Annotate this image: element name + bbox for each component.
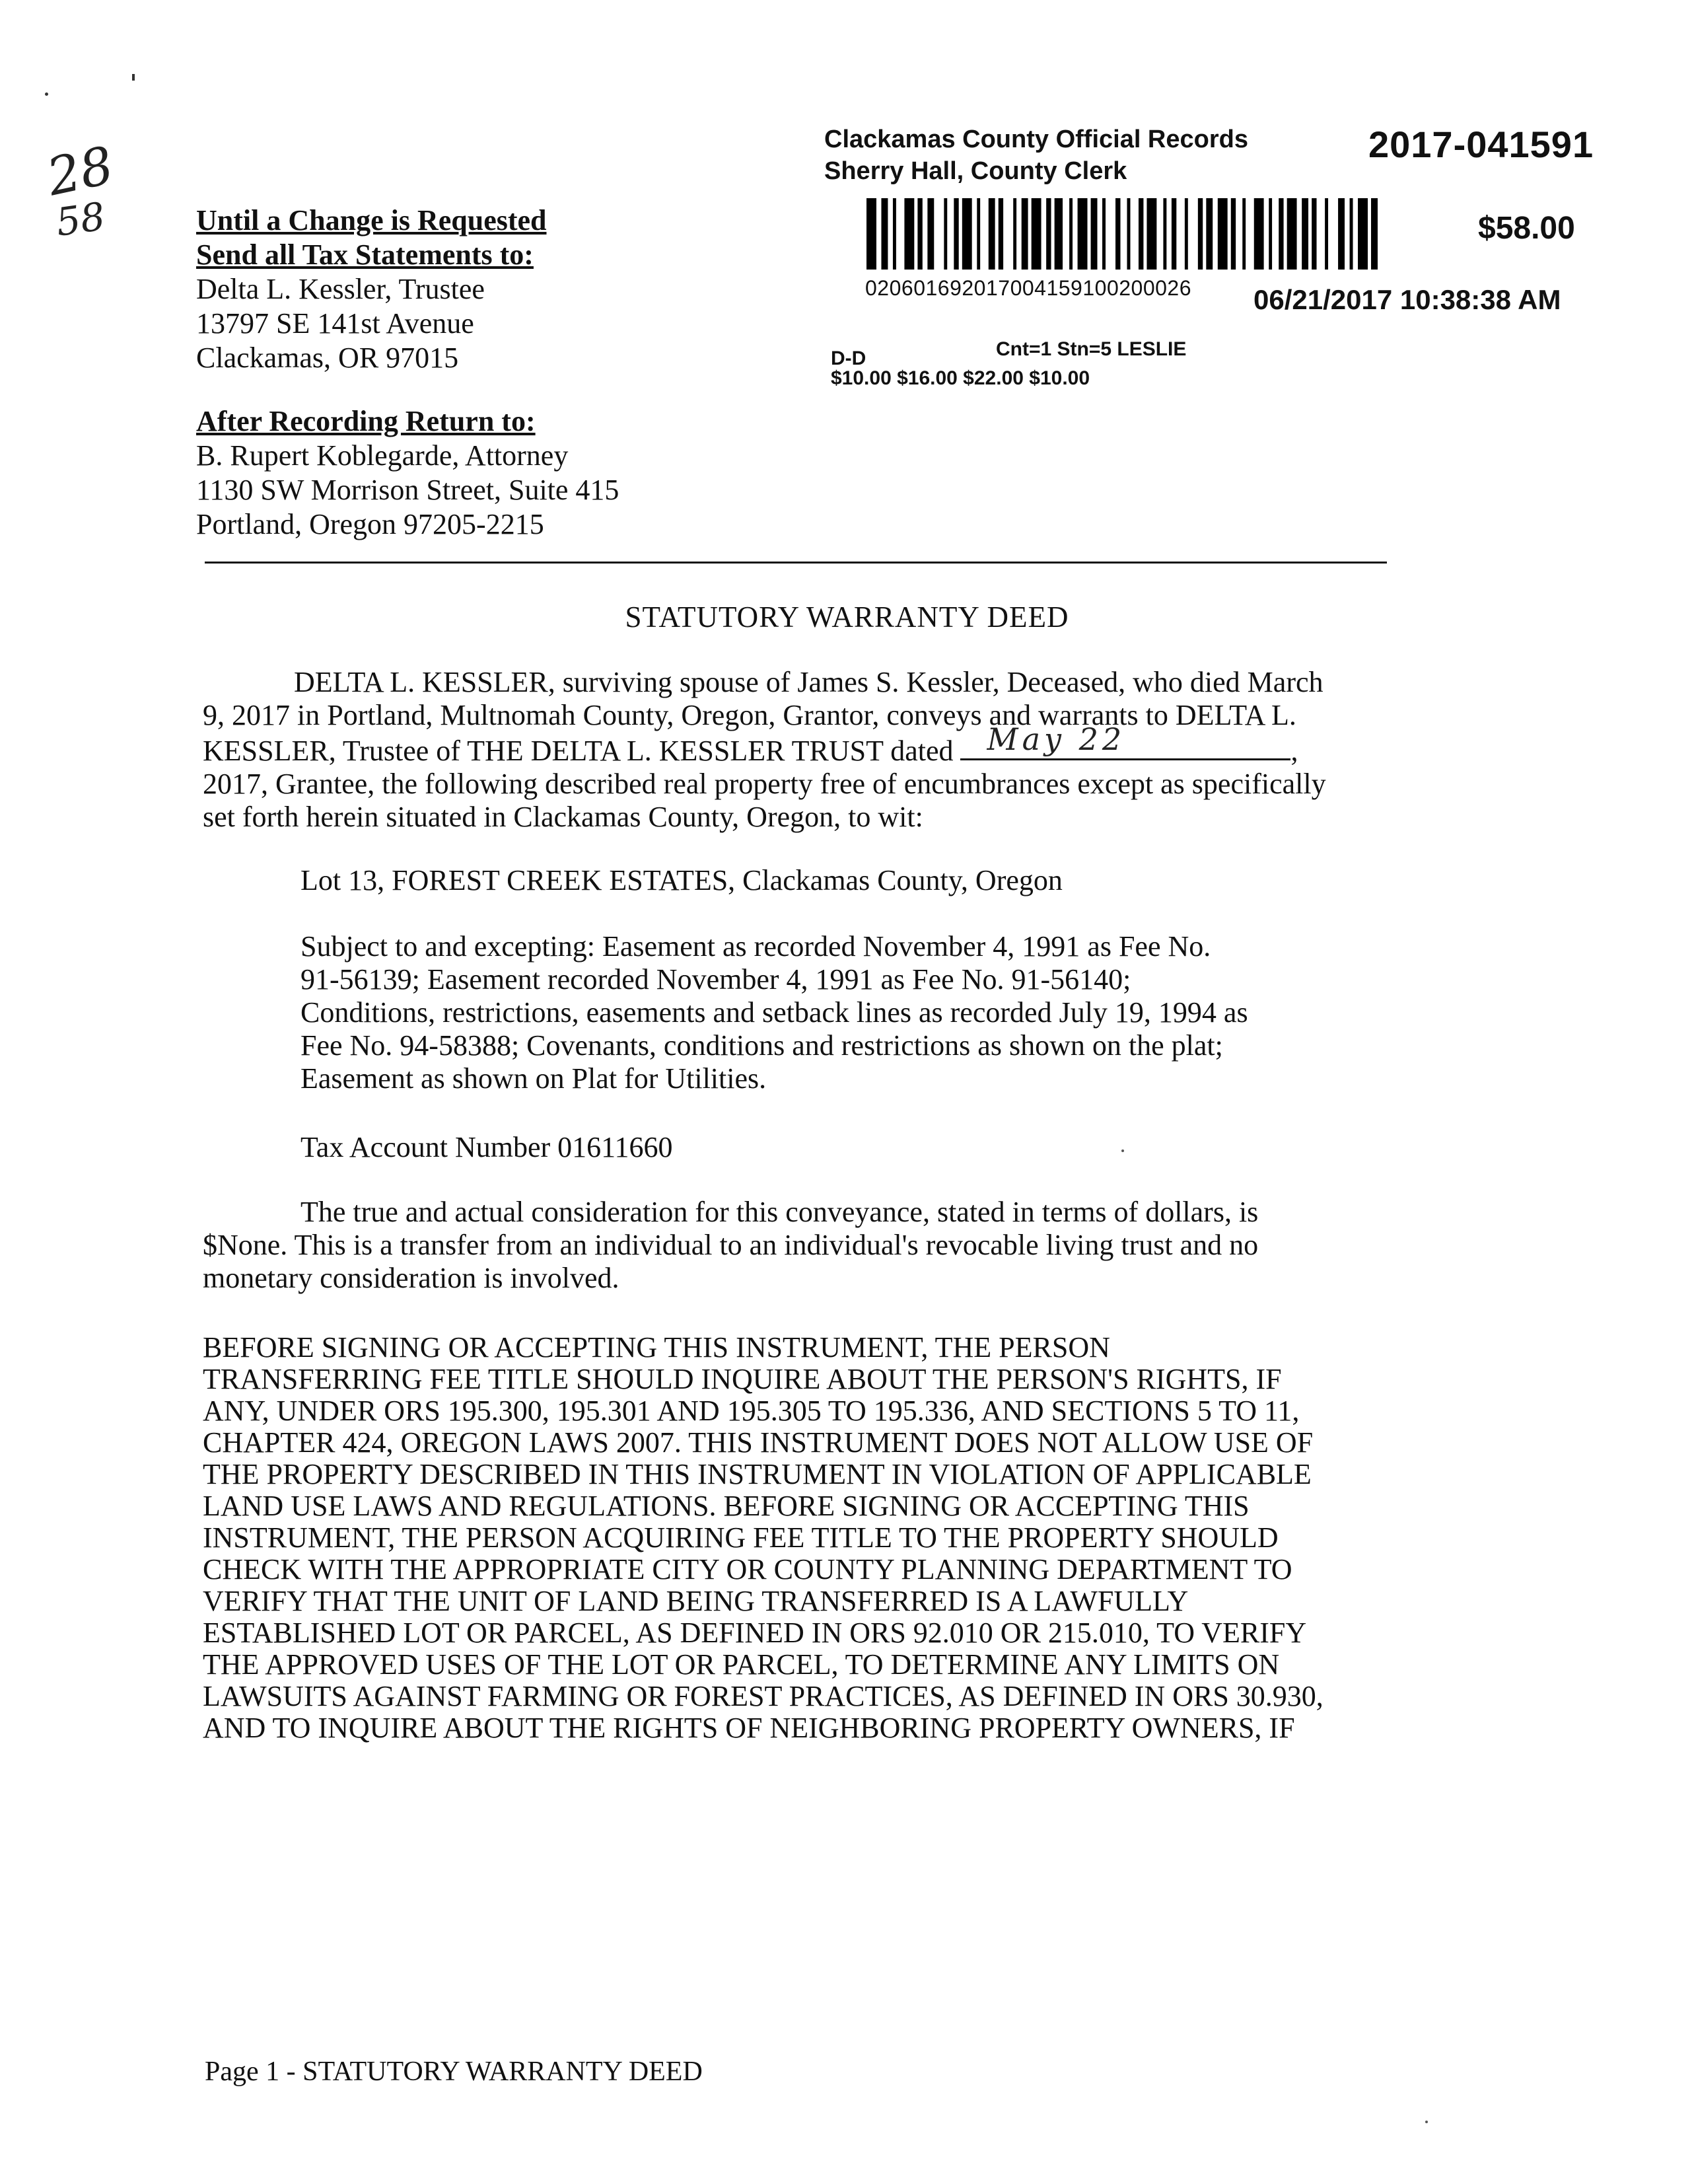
page-footer: Page 1 - STATUTORY WARRANTY DEED bbox=[205, 2057, 703, 2087]
notice-line: CHECK WITH THE APPROPRIATE CITY OR COUNTY PLANNING DEPARTMENT TO bbox=[203, 1553, 1292, 1585]
grant-line-2: 9, 2017 in Portland, Multnomah County, Oregon, Grantor, conveys and warrants to DELTA L. bbox=[203, 699, 1296, 731]
return-to-block bbox=[196, 404, 619, 542]
return-line-2: 1130 SW Morrison Street, Suite 415 bbox=[196, 474, 619, 506]
recording-office: Clackamas County Official Records bbox=[824, 126, 1248, 153]
grant-line-3-comma: , bbox=[1290, 735, 1298, 767]
fee-total: $58.00 bbox=[1478, 211, 1575, 246]
barcode-bar bbox=[1091, 198, 1098, 270]
barcode-bar bbox=[1302, 198, 1308, 270]
barcode-bar bbox=[1041, 198, 1046, 270]
notice-line: BEFORE SIGNING OR ACCEPTING THIS INSTRUMENT, THE PERSON bbox=[203, 1331, 1110, 1364]
lot-description: Lot 13, FOREST CREEK ESTATES, Clackamas County, Oregon bbox=[300, 864, 1063, 896]
deed-title: STATUTORY WARRANTY DEED bbox=[625, 601, 1069, 634]
recording-fees: $10.00 $16.00 $22.00 $10.00 bbox=[831, 367, 1090, 389]
tax-address-line-3: Clackamas, OR 97015 bbox=[196, 342, 459, 374]
trust-date-field bbox=[960, 721, 1290, 760]
barcode-bar bbox=[1098, 198, 1102, 270]
separator-rule bbox=[205, 562, 1387, 564]
grant-line-4: 2017, Grantee, the following described real property free of encumbrances except as specifically bbox=[203, 768, 1326, 800]
barcode-bar bbox=[917, 198, 922, 270]
barcode-bar bbox=[1172, 198, 1176, 270]
return-heading: After Recording Return to: bbox=[196, 405, 536, 437]
barcode-digits: 020601692017004159100200026 bbox=[865, 276, 1192, 300]
barcode-bar bbox=[881, 198, 888, 270]
notice-line: CHAPTER 424, OREGON LAWS 2007. THIS INSTRUMENT DOES NOT ALLOW USE OF bbox=[203, 1426, 1314, 1459]
barcode-bar bbox=[1254, 198, 1264, 270]
barcode-bar bbox=[896, 198, 904, 270]
margin-mark-2: 58 bbox=[53, 194, 108, 245]
tax-heading-1: Until a Change is Requested bbox=[196, 204, 547, 237]
trust-date-handwritten: May 22 bbox=[987, 721, 1126, 757]
recording-barcode bbox=[866, 198, 1378, 270]
recording-timestamp: 06/21/2017 10:38:38 AM bbox=[1253, 284, 1561, 315]
recording-counts: Cnt=1 Stn=5 LESLIE bbox=[996, 338, 1187, 360]
barcode-bar bbox=[1371, 198, 1378, 270]
barcode-bar bbox=[876, 198, 881, 270]
doc-type: D-D bbox=[831, 347, 866, 369]
barcode-bar bbox=[904, 198, 914, 270]
barcode-bar bbox=[989, 198, 995, 270]
barcode-bar bbox=[866, 198, 876, 270]
barcode-bar bbox=[1358, 198, 1368, 270]
subject-line-3: Conditions, restrictions, easements and setback lines as recorded July 19, 1994 as bbox=[300, 996, 1248, 1029]
barcode-bar bbox=[1317, 198, 1325, 270]
barcode-bar bbox=[1246, 198, 1253, 270]
barcode-bar bbox=[1218, 198, 1228, 270]
barcode-bar bbox=[1312, 198, 1316, 270]
barcode-bar bbox=[1272, 198, 1279, 270]
statutory-notice bbox=[203, 1332, 1524, 1744]
consideration-line-3: monetary consideration is involved. bbox=[203, 1262, 619, 1294]
barcode-bar bbox=[1121, 198, 1127, 270]
tax-account-number: Tax Account Number 01611660 bbox=[300, 1131, 673, 1163]
barcode-bar bbox=[1139, 198, 1143, 270]
return-line-1: B. Rupert Koblegarde, Attorney bbox=[196, 439, 569, 472]
barcode-bar bbox=[1130, 198, 1138, 270]
barcode-bar bbox=[1345, 198, 1349, 270]
notice-line: THE APPROVED USES OF THE LOT OR PARCEL, TO DETERMINE ANY LIMITS ON bbox=[203, 1648, 1280, 1681]
consideration-line-1: The true and actual consideration for this conveyance, stated in terms of dollars, is bbox=[300, 1196, 1259, 1228]
barcode-bar bbox=[1073, 198, 1077, 270]
barcode-bar bbox=[1115, 198, 1120, 270]
consideration-line-2: $None. This is a transfer from an individual to an individual's revocable living trust and no bbox=[203, 1229, 1259, 1261]
consideration-paragraph bbox=[203, 1196, 1524, 1295]
notice-line: ESTABLISHED LOT OR PARCEL, AS DEFINED IN ORS 92.010 OR 215.010, TO VERIFY bbox=[203, 1617, 1307, 1649]
barcode-bar bbox=[888, 198, 892, 270]
barcode-bar bbox=[1287, 198, 1297, 270]
tax-address-line-2: 13797 SE 141st Avenue bbox=[196, 307, 474, 340]
return-line-3: Portland, Oregon 97205-2215 bbox=[196, 508, 544, 540]
barcode-bar bbox=[1231, 198, 1236, 270]
subject-line-1: Subject to and excepting: Easement as recorded November 4, 1991 as Fee No. bbox=[300, 930, 1211, 963]
barcode-bar bbox=[1022, 198, 1028, 270]
barcode-bar bbox=[1032, 198, 1041, 270]
barcode-bar bbox=[1055, 198, 1063, 270]
document-number: 2017-041591 bbox=[1368, 124, 1594, 165]
margin-mark-1: 28 bbox=[42, 135, 119, 208]
subject-line-4: Fee No. 94-58388; Covenants, conditions and restrictions as shown on the plat; bbox=[300, 1029, 1223, 1062]
notice-line: LAWSUITS AGAINST FARMING OR FOREST PRACTICES, AS DEFINED IN ORS 30.930, bbox=[203, 1680, 1323, 1712]
barcode-bar bbox=[923, 198, 927, 270]
barcode-bar bbox=[1297, 198, 1302, 270]
grant-line-3 bbox=[203, 721, 1524, 768]
barcode-bar bbox=[962, 198, 972, 270]
barcode-bar bbox=[1046, 198, 1051, 270]
barcode-bar bbox=[1188, 198, 1198, 270]
barcode-bar bbox=[1016, 198, 1021, 270]
barcode-bar bbox=[1166, 198, 1171, 270]
barcode-bar bbox=[1147, 198, 1156, 270]
subject-to-paragraph bbox=[300, 930, 1489, 1095]
tax-heading-2: Send all Tax Statements to: bbox=[196, 238, 534, 271]
barcode-bar bbox=[999, 198, 1003, 270]
scan-speck bbox=[45, 92, 48, 96]
tax-address-line-1: Delta L. Kessler, Trustee bbox=[196, 273, 485, 305]
barcode-bar bbox=[1176, 198, 1184, 270]
notice-line: TRANSFERRING FEE TITLE SHOULD INQUIRE ABOUT THE PERSON'S RIGHTS, IF bbox=[203, 1363, 1282, 1395]
barcode-bar bbox=[1156, 198, 1163, 270]
notice-line: LAND USE LAWS AND REGULATIONS. BEFORE SIGNING OR ACCEPTING THIS bbox=[203, 1490, 1250, 1522]
barcode-bar bbox=[1206, 198, 1213, 270]
barcode-bar bbox=[947, 198, 954, 270]
notice-line: AND TO INQUIRE ABOUT THE RIGHTS OF NEIGHBORING PROPERTY OWNERS, IF bbox=[203, 1712, 1295, 1744]
barcode-bar bbox=[1236, 198, 1242, 270]
barcode-bar bbox=[1353, 198, 1358, 270]
grant-line-1: DELTA L. KESSLER, surviving spouse of James S. Kessler, Deceased, who died March bbox=[294, 666, 1323, 698]
tax-statements-block bbox=[196, 203, 547, 375]
scan-speck bbox=[132, 74, 135, 81]
barcode-bar bbox=[1078, 198, 1088, 270]
barcode-bar bbox=[1279, 198, 1283, 270]
barcode-bar bbox=[1003, 198, 1013, 270]
subject-line-5: Easement as shown on Plat for Utilities. bbox=[300, 1062, 767, 1095]
recording-clerk: Sherry Hall, County Clerk bbox=[824, 157, 1127, 185]
barcode-bar bbox=[934, 198, 944, 270]
grant-line-3-text: KESSLER, Trustee of THE DELTA L. KESSLER TRUST dated bbox=[203, 735, 954, 767]
barcode-bar bbox=[1338, 198, 1345, 270]
scan-speck bbox=[1425, 2121, 1428, 2123]
barcode-bar bbox=[1106, 198, 1115, 270]
barcode-bar bbox=[972, 198, 977, 270]
scan-speck bbox=[1121, 1149, 1124, 1152]
subject-line-2: 91-56139; Easement recorded November 4, 1991 as Fee No. 91-56140; bbox=[300, 963, 1131, 996]
barcode-bar bbox=[1213, 198, 1217, 270]
barcode-bar bbox=[1328, 198, 1338, 270]
grant-paragraph bbox=[203, 666, 1524, 834]
barcode-bar bbox=[1063, 198, 1069, 270]
notice-line: VERIFY THAT THE UNIT OF LAND BEING TRANSFERRED IS A LAWFULLY bbox=[203, 1585, 1189, 1617]
barcode-bar bbox=[954, 198, 958, 270]
notice-line: ANY, UNDER ORS 195.300, 195.301 AND 195.305 TO 195.336, AND SECTIONS 5 TO 11, bbox=[203, 1395, 1300, 1427]
grant-line-5: set forth herein situated in Clackamas County, Oregon, to wit: bbox=[203, 801, 923, 833]
barcode-bar bbox=[980, 198, 988, 270]
notice-line: THE PROPERTY DESCRIBED IN THIS INSTRUMENT IN VIOLATION OF APPLICABLE bbox=[203, 1458, 1312, 1490]
notice-line: INSTRUMENT, THE PERSON ACQUIRING FEE TITLE TO THE PROPERTY SHOULD bbox=[203, 1521, 1279, 1554]
barcode-bar bbox=[1198, 198, 1203, 270]
barcode-bar bbox=[1264, 198, 1269, 270]
barcode-bar bbox=[927, 198, 934, 270]
